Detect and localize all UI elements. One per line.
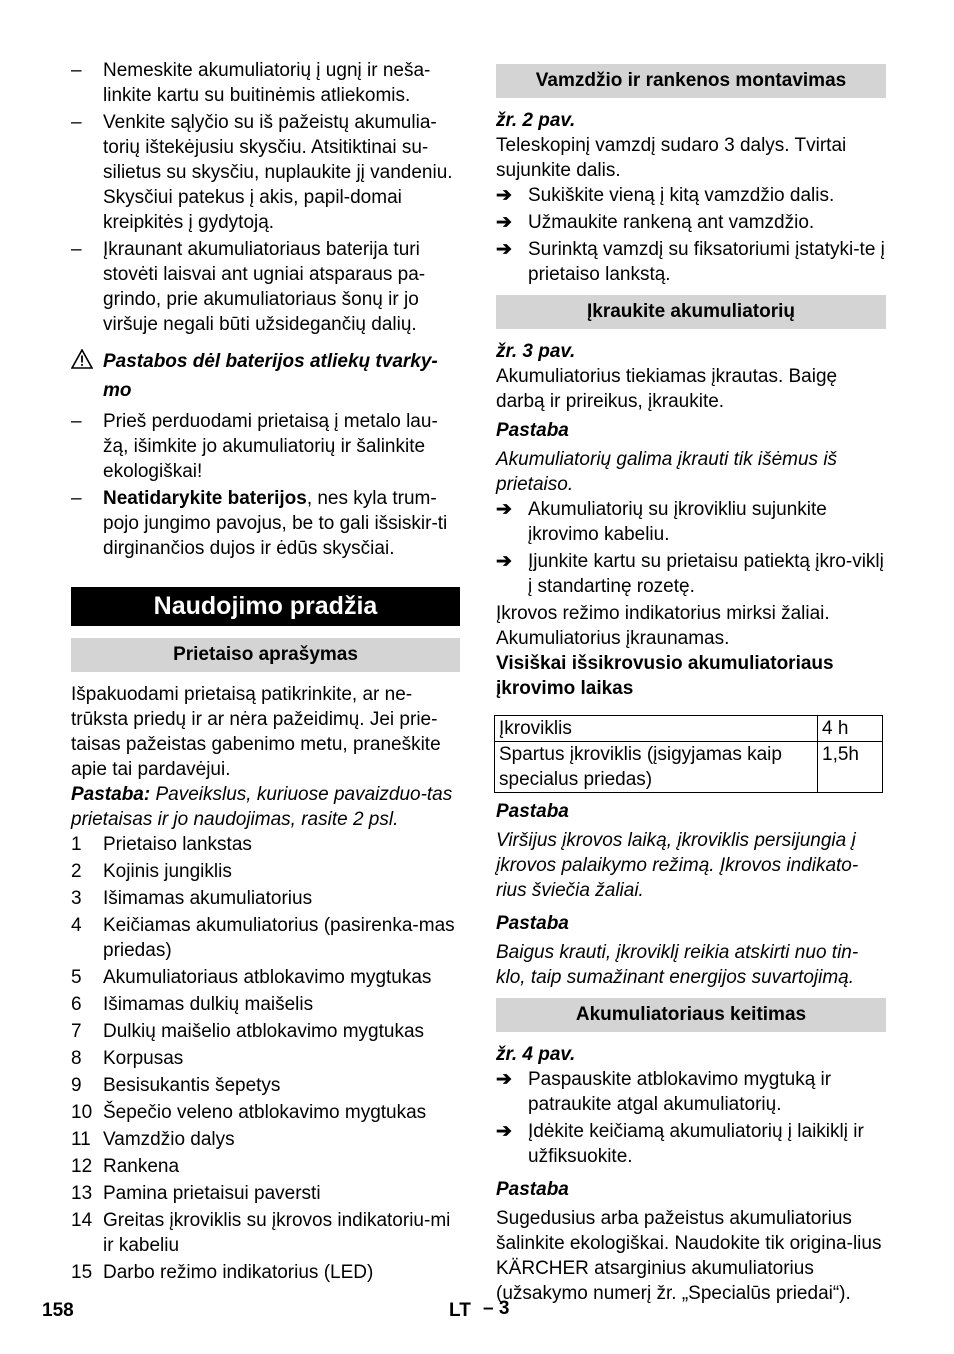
- replace-figure-ref: žr. 4 pav.: [496, 1044, 576, 1065]
- tube-handle-text: Teleskopinį vamzdį sudaro 3 dalys. Tvirtai sujunkite dalis.: [496, 135, 847, 181]
- table-cell-value: 4 h: [818, 716, 883, 742]
- list-item: 7 Dulkių maišelio atblokavimo mygtukas: [71, 1021, 425, 1042]
- table-cell-value: 1,5h: [818, 742, 883, 793]
- replace-battery-title: Akumuliatoriaus keitimas: [496, 998, 886, 1032]
- intro-note-text: Paveikslus, kuriuose pavaizduo-tas prietaisas ir jo naudojimas, rasite 2 psl.: [71, 784, 453, 830]
- charge-battery-title: Įkraukite akumuliatorių: [496, 295, 886, 329]
- warning-heading-text: Pastabos dėl baterijos atliekų tvarky-mo: [103, 351, 438, 401]
- warning-heading: [71, 347, 460, 405]
- table-cell-label: Įkroviklis: [495, 716, 818, 742]
- warning-triangle-icon: [71, 349, 93, 369]
- disposal-item-2-rest: , nes kyla trum-pojo jungimo pavojus, be to gali išsiskir-ti dirginančios dujos ir ėdūs skysčiai.: [103, 488, 448, 559]
- note-3-text: Baigus krauti, įkroviklį reikia atskirti nuo tin-klo, taip sumažinant energijos suvartojimą.: [496, 942, 859, 988]
- table-cell-label: Spartus įkroviklis (įsigyjamas kaip specialus priedas): [495, 742, 818, 793]
- page-number: 158: [42, 1300, 74, 1321]
- note-4-label: Pastaba: [496, 1179, 569, 1200]
- charge-time-table: [494, 715, 883, 793]
- list-item: 13 Pamina prietaisui paversti: [71, 1183, 321, 1204]
- section-title: Naudojimo pradžia: [71, 587, 460, 626]
- intro-note: [71, 782, 460, 832]
- subsection-title: Prietaiso aprašymas: [71, 638, 460, 672]
- left-column: [71, 58, 460, 1287]
- tube-step-3: ➔ Surinktą vamzdį su fiksatoriumi įstatyki-te į prietaiso lankstą.: [496, 237, 886, 287]
- parts-list: [71, 832, 460, 1285]
- right-column: [496, 58, 886, 1306]
- disposal-item-2-bold: Neatidarykite baterijos: [103, 488, 307, 509]
- charge-text: Akumuliatorius tiekiamas įkrautas. Baigę darbą ir prireikus, įkraukite.: [496, 366, 838, 412]
- list-item: 10 Šepečio veleno atblokavimo mygtukas: [71, 1102, 427, 1123]
- table-row: [495, 742, 883, 793]
- list-item: 9 Besisukantis šepetys: [71, 1075, 281, 1096]
- disposal-item-1: – Prieš perduodami prietaisą į metalo lau-žą, išimkite jo akumuliatorių ir šalinkite ekologiškai!: [71, 409, 460, 484]
- list-item: 4 Keičiamas akumuliatorius (pasirenka-mas priedas): [71, 915, 455, 961]
- list-item: 8 Korpusas: [71, 1048, 184, 1069]
- list-item: 2 Kojinis jungiklis: [71, 861, 232, 882]
- replace-step-1: ➔ Paspauskite atblokavimo mygtuką ir patraukite atgal akumuliatorių.: [496, 1067, 886, 1117]
- footer-lang: LT: [449, 1300, 471, 1321]
- safety-item-2: – Venkite sąlyčio su iš pažeistų akumulia-torių ištekėjusiu skysčiu. Atsitiktinai su-silietus su skysčiu, nuplaukite jį vandeniu. Skysčiui patekus į akis, papil-domai kreipkitės į gydytoją.: [71, 110, 460, 235]
- list-item: 12 Rankena: [71, 1156, 180, 1177]
- charge-status: Įkrovos režimo indikatorius mirksi žaliai. Akumuliatorius įkraunamas.: [496, 603, 830, 649]
- replace-step-2: ➔ Įdėkite keičiamą akumuliatorių į laikiklį ir užfiksuokite.: [496, 1119, 886, 1169]
- tube-handle-title: Vamzdžio ir rankenos montavimas: [496, 64, 886, 98]
- charge-step-1: ➔ Akumuliatorių su įkrovikliu sujunkite įkrovimo kabeliu.: [496, 497, 886, 547]
- list-item: 15 Darbo režimo indikatorius (LED): [71, 1262, 374, 1283]
- charge-time-heading: Visiškai išsikrovusio akumuliatoriaus įkrovimo laikas: [496, 653, 834, 699]
- intro-paragraph: Išpakuodami prietaisą patikrinkite, ar ne-trūksta priedų ir ar nėra pažeidimų. Jei prie-taisas pažeistas gabenimo metu, praneškite apie tai pardavėjui.: [71, 684, 441, 780]
- charge-step-2: ➔ Įjunkite kartu su prietaisu patiektą įkro-viklį į standartinę rozetę.: [496, 549, 886, 599]
- tube-handle-figure-ref: žr. 2 pav.: [496, 110, 576, 131]
- list-item: 3 Išimamas akumuliatorius: [71, 888, 313, 909]
- list-item: 14 Greitas įkroviklis su įkrovos indikatoriu-mi ir kabeliu: [71, 1210, 451, 1256]
- safety-item-1: – Nemeskite akumuliatorių į ugnį ir neša-linkite kartu su buitinėmis atliekomis.: [71, 58, 460, 108]
- note-1-text: Akumuliatorių galima įkrauti tik išėmus iš prietaiso.: [496, 449, 838, 495]
- note-2-text: Viršijus įkrovos laiką, įkroviklis persijungia į įkrovos palaikymo režimą. Įkrovos indikato-rius šviečia žaliai.: [496, 830, 859, 901]
- note-3-label: Pastaba: [496, 913, 569, 934]
- footer-section-page: – 3: [483, 1298, 510, 1319]
- list-item: 11 Vamzdžio dalys: [71, 1129, 235, 1150]
- disposal-item-2: [71, 486, 460, 561]
- safety-item-3: – Įkraunant akumuliatoriaus baterija turi stovėti laisvai ant ugniai atsparaus pa-grindo, prie akumuliatoriaus šonų ir jo viršuje negali būti užsidegančių dalių.: [71, 237, 460, 337]
- charge-figure-ref: žr. 3 pav.: [496, 341, 576, 362]
- table-row: [495, 716, 883, 742]
- list-item: 1 Prietaiso lankstas: [71, 834, 252, 855]
- note-2-label: Pastaba: [496, 801, 569, 822]
- tube-step-2: ➔ Užmaukite rankeną ant vamzdžio.: [496, 210, 886, 235]
- note-4-text: Sugedusius arba pažeistus akumuliatorius šalinkite ekologiškai. Naudokite tik origina-lius KÄRCHER atsarginius akumuliatorius (užsakymo numerį žr. „Specialūs priedai“).: [496, 1208, 882, 1304]
- list-item: 6 Išimamas dulkių maišelis: [71, 994, 314, 1015]
- tube-step-1: ➔ Sukiškite vieną į kitą vamzdžio dalis.: [496, 183, 886, 208]
- note-1-label: Pastaba: [496, 420, 569, 441]
- intro-note-label: Pastaba:: [71, 784, 151, 805]
- list-item: 5 Akumuliatoriaus atblokavimo mygtukas: [71, 967, 432, 988]
